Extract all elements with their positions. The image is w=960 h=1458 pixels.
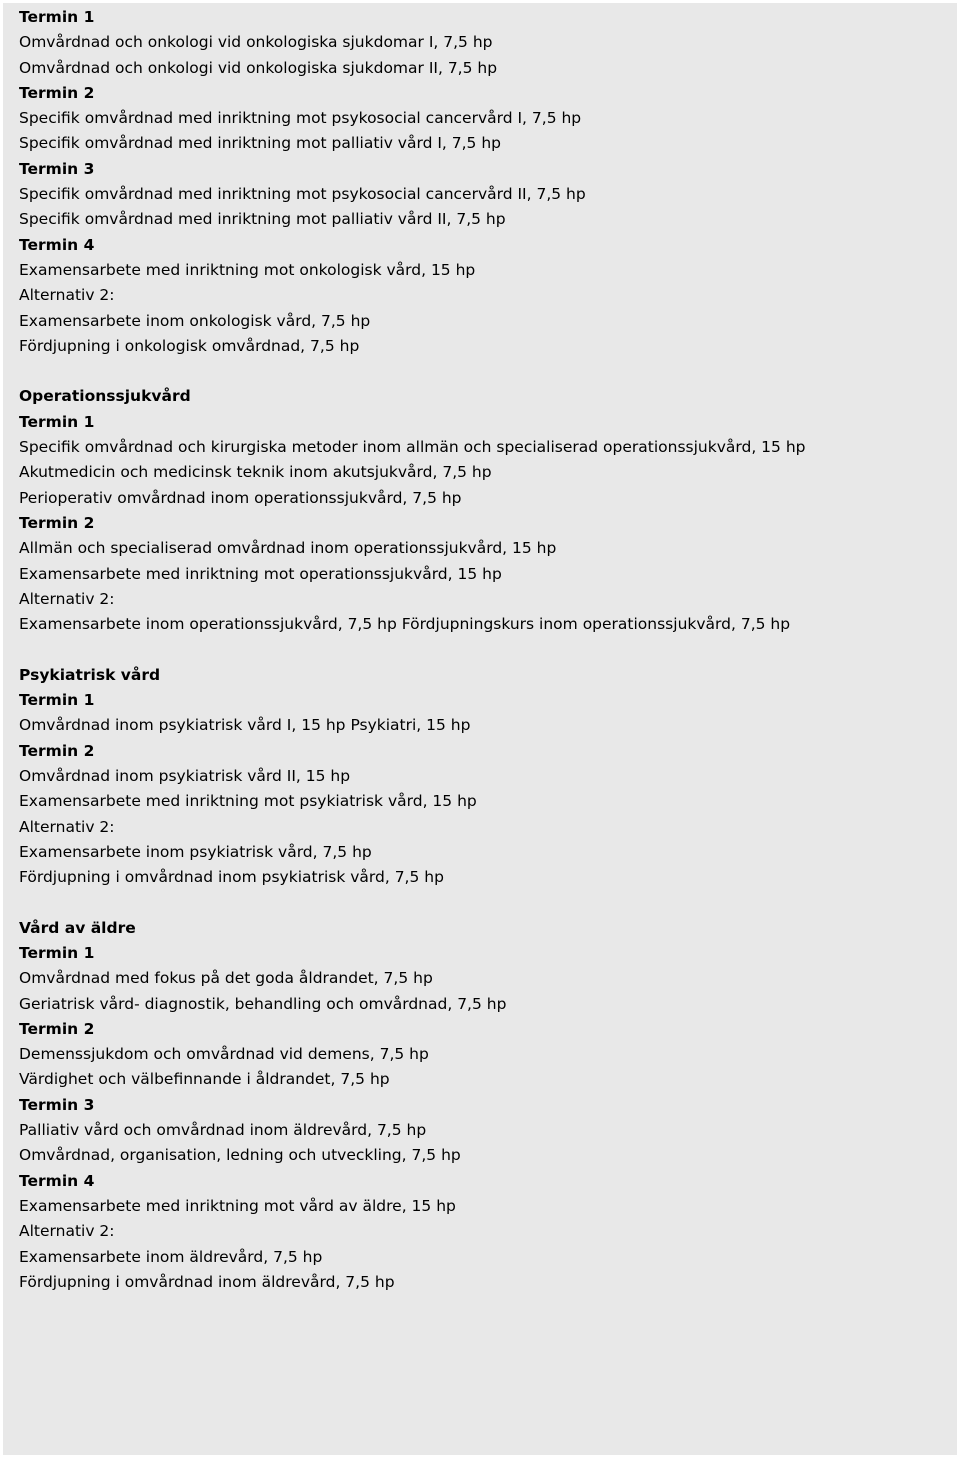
course-line: Allmän och specialiserad omvårdnad inom operationssjukvård, 15 hp (19, 539, 557, 558)
course-line: Examensarbete med inriktning mot onkologisk vård, 15 hp (19, 260, 476, 279)
alternative-label: Alternativ 2: (19, 1222, 115, 1241)
course-line: Examensarbete med inriktning mot psykiatrisk vård, 15 hp (19, 792, 477, 811)
term-heading: Termin 2 (19, 513, 95, 532)
course-line: Examensarbete med inriktning mot operationssjukvård, 15 hp (19, 564, 502, 583)
course-line: Specifik omvårdnad med inriktning mot psykosocial cancervård II, 7,5 hp (19, 185, 586, 204)
course-line: Demenssjukdom och omvårdnad vid demens, 7,5 hp (19, 1045, 429, 1064)
course-line: Perioperativ omvårdnad inom operationssjukvård, 7,5 hp (19, 488, 462, 507)
document-page (3, 3, 957, 1455)
section-heading: Psykiatrisk vård (19, 665, 161, 684)
term-heading: Termin 2 (19, 83, 95, 102)
course-line: Specifik omvårdnad med inriktning mot psykosocial cancervård I, 7,5 hp (19, 109, 582, 128)
course-line: Examensarbete med inriktning mot vård av äldre, 15 hp (19, 1196, 456, 1215)
term-heading: Termin 4 (19, 235, 95, 254)
alternative-label: Alternativ 2: (19, 589, 115, 608)
course-line: Examensarbete inom psykiatrisk vård, 7,5 hp (19, 842, 372, 861)
section-heading: Vård av äldre (19, 918, 136, 937)
term-heading: Termin 3 (19, 159, 95, 178)
course-line: Examensarbete inom äldrevård, 7,5 hp (19, 1247, 323, 1266)
course-line: Fördjupning i omvårdnad inom psykiatrisk vård, 7,5 hp (19, 868, 444, 887)
course-line: Specifik omvårdnad med inriktning mot palliativ vård II, 7,5 hp (19, 210, 506, 229)
course-line: Omvårdnad inom psykiatrisk vård I, 15 hp Psykiatri, 15 hp (19, 716, 471, 735)
course-line: Fördjupning i onkologisk omvårdnad, 7,5 hp (19, 336, 360, 355)
term-heading: Termin 1 (19, 412, 95, 431)
course-line: Omvårdnad och onkologi vid onkologiska sjukdomar I, 7,5 hp (19, 33, 493, 52)
course-line: Examensarbete inom operationssjukvård, 7,5 hp Fördjupningskurs inom operationssjukvård, 7,5 hp (19, 615, 791, 634)
course-line: Palliativ vård och omvårdnad inom äldrevård, 7,5 hp (19, 1121, 427, 1140)
course-line: Omvårdnad, organisation, ledning och utveckling, 7,5 hp (19, 1146, 461, 1165)
course-list (19, 5, 947, 1295)
term-heading: Termin 3 (19, 1095, 95, 1114)
section-spacer (19, 890, 947, 915)
course-line: Omvårdnad inom psykiatrisk vård II, 15 hp (19, 766, 351, 785)
term-heading: Termin 1 (19, 8, 95, 26)
alternative-label: Alternativ 2: (19, 817, 115, 836)
section-spacer (19, 637, 947, 662)
term-heading: Termin 2 (19, 741, 95, 760)
course-line: Värdighet och välbefinnande i åldrandet, 7,5 hp (19, 1070, 390, 1089)
term-heading: Termin 2 (19, 1019, 95, 1038)
course-line: Omvårdnad och onkologi vid onkologiska sjukdomar II, 7,5 hp (19, 58, 498, 77)
course-line: Specifik omvårdnad och kirurgiska metoder inom allmän och specialiserad operationssjukvård, 15 hp (19, 438, 806, 457)
course-line: Akutmedicin och medicinsk teknik inom akutsjukvård, 7,5 hp (19, 463, 492, 482)
alternative-label: Alternativ 2: (19, 286, 115, 305)
term-heading: Termin 4 (19, 1171, 95, 1190)
term-heading: Termin 1 (19, 691, 95, 710)
term-heading: Termin 1 (19, 943, 95, 962)
course-line: Geriatrisk vård- diagnostik, behandling och omvårdnad, 7,5 hp (19, 994, 507, 1013)
section-spacer (19, 359, 947, 384)
course-line: Omvårdnad med fokus på det goda åldrandet, 7,5 hp (19, 969, 433, 988)
section-heading: Operationssjukvård (19, 387, 191, 406)
course-line: Examensarbete inom onkologisk vård, 7,5 hp (19, 311, 371, 330)
course-line: Specifik omvårdnad med inriktning mot palliativ vård I, 7,5 hp (19, 134, 501, 153)
course-line: Fördjupning i omvårdnad inom äldrevård, 7,5 hp (19, 1272, 395, 1291)
